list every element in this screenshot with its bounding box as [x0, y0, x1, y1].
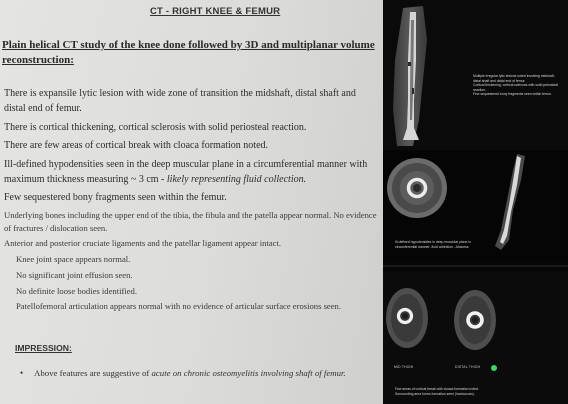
ct-image-panel: [383, 0, 568, 404]
finding-hypodensities: Ill-defined hypodensities seen in the deep muscular plane in a circumferential manner with maximum thickness measuring ~ 3 cm - likely representing fluid collection.: [4, 158, 368, 185]
finding-sequestrum: Few sequestered bony fragments seen within the femur.: [4, 192, 227, 203]
finding-patellofemoral: Patellofemoral articulation appears normal with no evidence of articular surface erosions seen.: [16, 301, 342, 312]
status-indicator-icon: [491, 365, 497, 371]
finding-joint-space: Knee joint space appears normal.: [16, 254, 131, 265]
ct-axial-slices: [383, 272, 568, 404]
axial-slices-image: [383, 272, 568, 404]
finding-bones-normal: Underlying bones including the upper end of the tibia, the fibula and the patella appear normal. No evidence of fractures / dislocation seen.: [4, 209, 377, 233]
ct-coronal-view: [383, 0, 568, 150]
finding-effusion: No significant joint effusion seen.: [16, 269, 133, 280]
report-heading: Plain helical CT study of the knee done followed by 3D and multiplanar volume reconstruction:: [2, 39, 375, 66]
ct-caption-bottom: Few areas of cortical break with cloaca formation noted. Surrounding area forms formation seen (involucrum).: [395, 387, 479, 396]
impression-heading: IMPRESSION:: [15, 343, 72, 353]
impression-text: • Above features are suggestive of acute on chronic osteomyelitis involving shaft of femur.: [20, 368, 346, 378]
label-mid-thigh: MID THIGH: [394, 365, 414, 369]
findings-section: [4, 86, 378, 316]
label-distal-thigh: DISTAL THIGH: [455, 365, 481, 369]
panel-divider: [383, 265, 568, 267]
ct-caption-mid: Ill-defined hypodensities in deep muscular plane in circumferential manner- fluid collection - Abscess.: [395, 240, 471, 249]
ct-caption-top: Multiple irregular lytic lesions noted involving midshaft, distal shaft and distal end of femur. Cortical thickening, cortical sclerosis with solid periosteal reaction. Few sequestered bony fragments seen within femur.: [473, 74, 558, 97]
finding-lytic-lesion: There is expansile lytic lesion with wide zone of transition the midshaft, distal shaft and distal end of femur.: [4, 88, 356, 114]
finding-cortical-thickening: There is cortical thickening, cortical sclerosis with solid periosteal reaction.: [4, 121, 307, 133]
finding-cortical-break: There are few areas of cortical break with cloaca formation noted.: [4, 140, 269, 151]
ct-axial-view: [383, 150, 568, 260]
bullet-icon: •: [20, 368, 24, 378]
finding-loose-bodies: No definite loose bodies identified.: [16, 285, 138, 296]
report-title: CT - RIGHT KNEE & FEMUR: [150, 6, 281, 17]
finding-ligaments: Anterior and posterior cruciate ligaments and the patellar ligament appear intact.: [4, 238, 282, 249]
